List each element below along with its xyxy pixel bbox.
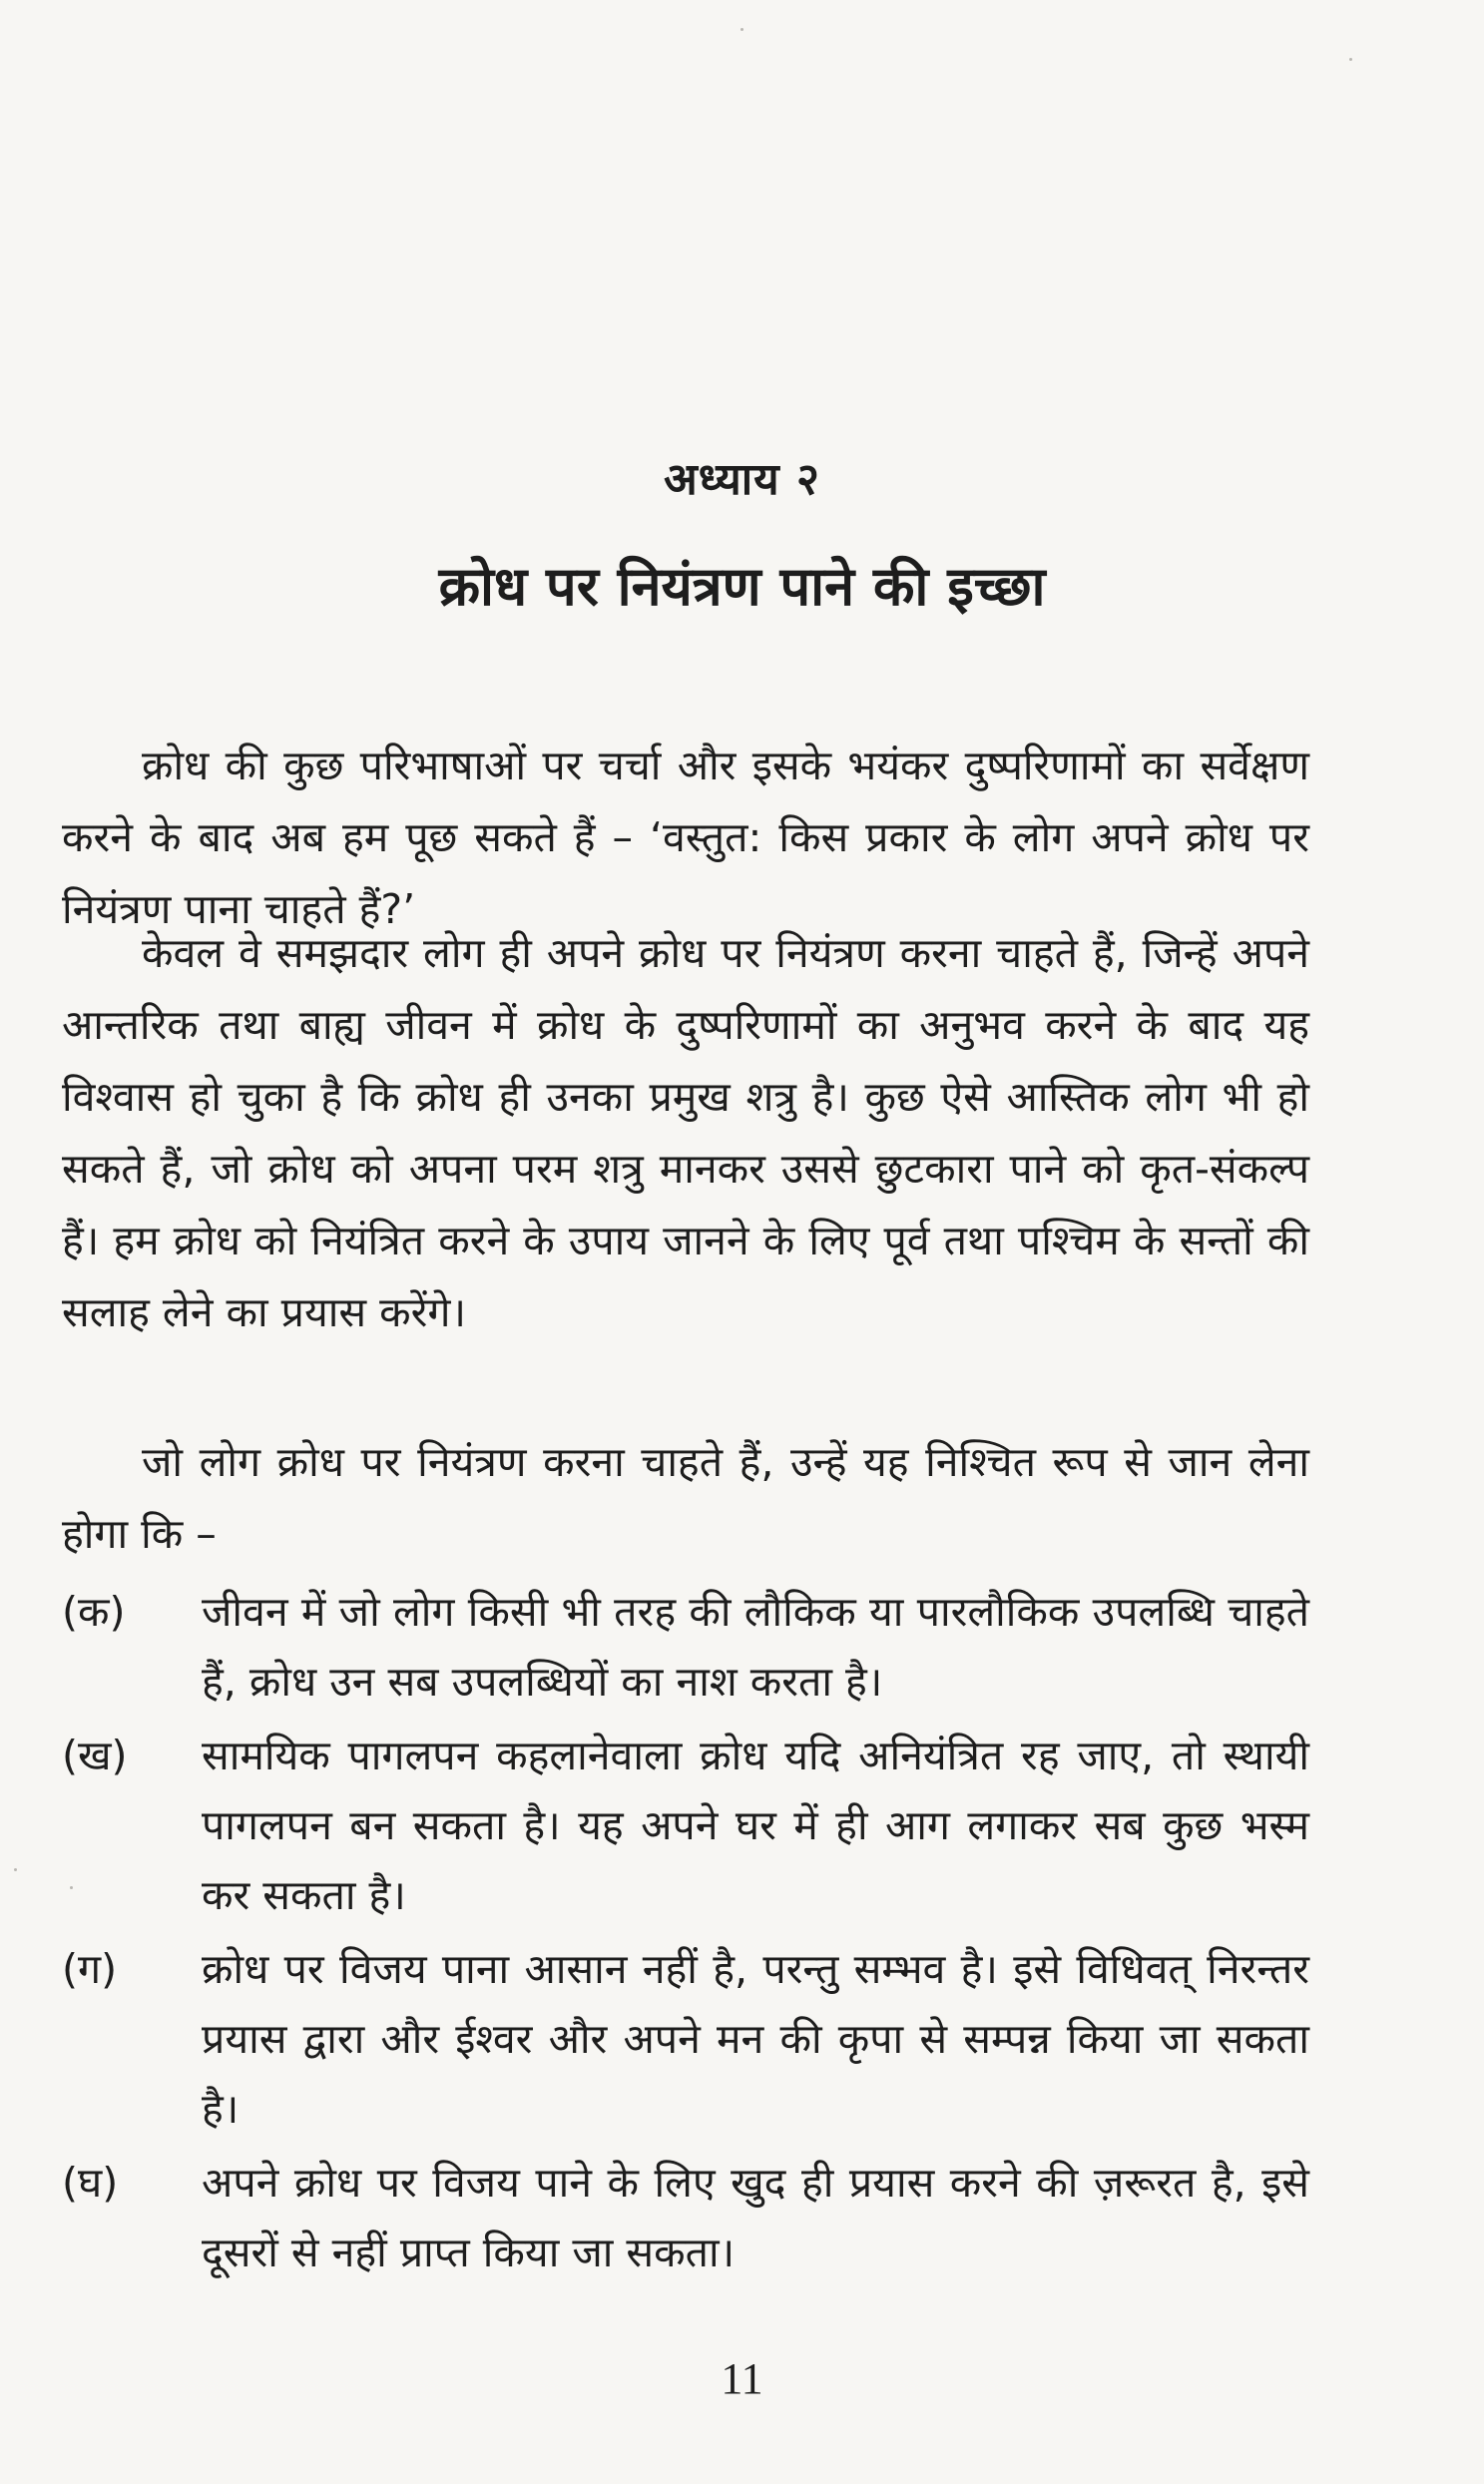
list-text: क्रोध पर विजय पाना आसान नहीं है, परन्तु सम्भव है। इसे विधिवत् निरन्तर प्रयास द्वारा और ईश्वर और अपने मन की कृपा से सम्पन्न किया जा सकता है। [202, 1945, 1309, 2133]
list-text: अपने क्रोध पर विजय पाने के लिए खुद ही प्रयास करने की ज़रूरत है, इसे दूसरों से नहीं प्राप्त किया जा सकता। [202, 2159, 1309, 2276]
points-list [62, 1577, 1309, 2291]
list-text: जीवन में जो लोग किसी भी तरह की लौकिक या पारलौकिक उपलब्धि चाहते हैं, क्रोध उन सब उपलब्धियों का नाश करता है। [202, 1588, 1309, 1706]
list-item [62, 2148, 1309, 2287]
paragraph-3: जो लोग क्रोध पर नियंत्रण करना चाहते हैं, उन्हें यह निश्चित रूप से जान लेना होगा कि – [62, 1438, 1309, 1558]
page-number: 11 [721, 2354, 763, 2403]
list-marker: (ग) [62, 1945, 118, 1993]
list-item [62, 1577, 1309, 1717]
scan-speck [70, 1886, 73, 1889]
list-marker: (ख) [62, 1732, 128, 1779]
paragraph-1: क्रोध की कुछ परिभाषाओं पर चर्चा और इसके भयंकर दुष्परिणामों का सर्वेक्षण करने के बाद अब हम पूछ सकते हैं – ‘वस्तुत: किस प्रकार के लोग अपने क्रोध पर नियंत्रण पाना चाहते हैं?’ [62, 742, 1309, 933]
paragraph-2: केवल वे समझदार लोग ही अपने क्रोध पर नियंत्रण करना चाहते हैं, जिन्हें अपने आन्तरिक तथा बाह्य जीवन में क्रोध के दुष्परिणामों का अनुभव करने के बाद यह विश्वास हो चुका है कि क्रोध ही उनका प्रमुख शत्रु है। कुछ ऐसे आस्तिक लोग भी हो सकते हैं, जो क्रोध को अपना परम शत्रु मानकर उससे छुटकारा पाने को कृत-संकल्प हैं। हम क्रोध को नियंत्रित करने के उपाय जानने के लिए पूर्व तथा पश्चिम के सन्तों की सलाह लेने का प्रयास करेंगे। [62, 929, 1309, 1336]
chapter-label: अध्याय २ [664, 454, 820, 505]
list-text: सामयिक पागलपन कहलानेवाला क्रोध यदि अनियंत्रित रह जाए, तो स्थायी पागलपन बन सकता है। यह अपने घर में ही आग लगाकर सब कुछ भस्म कर सकता है। [202, 1732, 1309, 1919]
list-marker: (घ) [62, 2159, 119, 2207]
chapter-title: क्रोध पर नियंत्रण पाने की इच्छा [438, 555, 1046, 618]
scan-speck [741, 28, 743, 31]
list-item [62, 1934, 1309, 2144]
scan-speck [14, 1868, 17, 1871]
scan-speck [1349, 58, 1352, 61]
list-item [62, 1721, 1309, 1930]
list-marker: (क) [62, 1588, 126, 1636]
